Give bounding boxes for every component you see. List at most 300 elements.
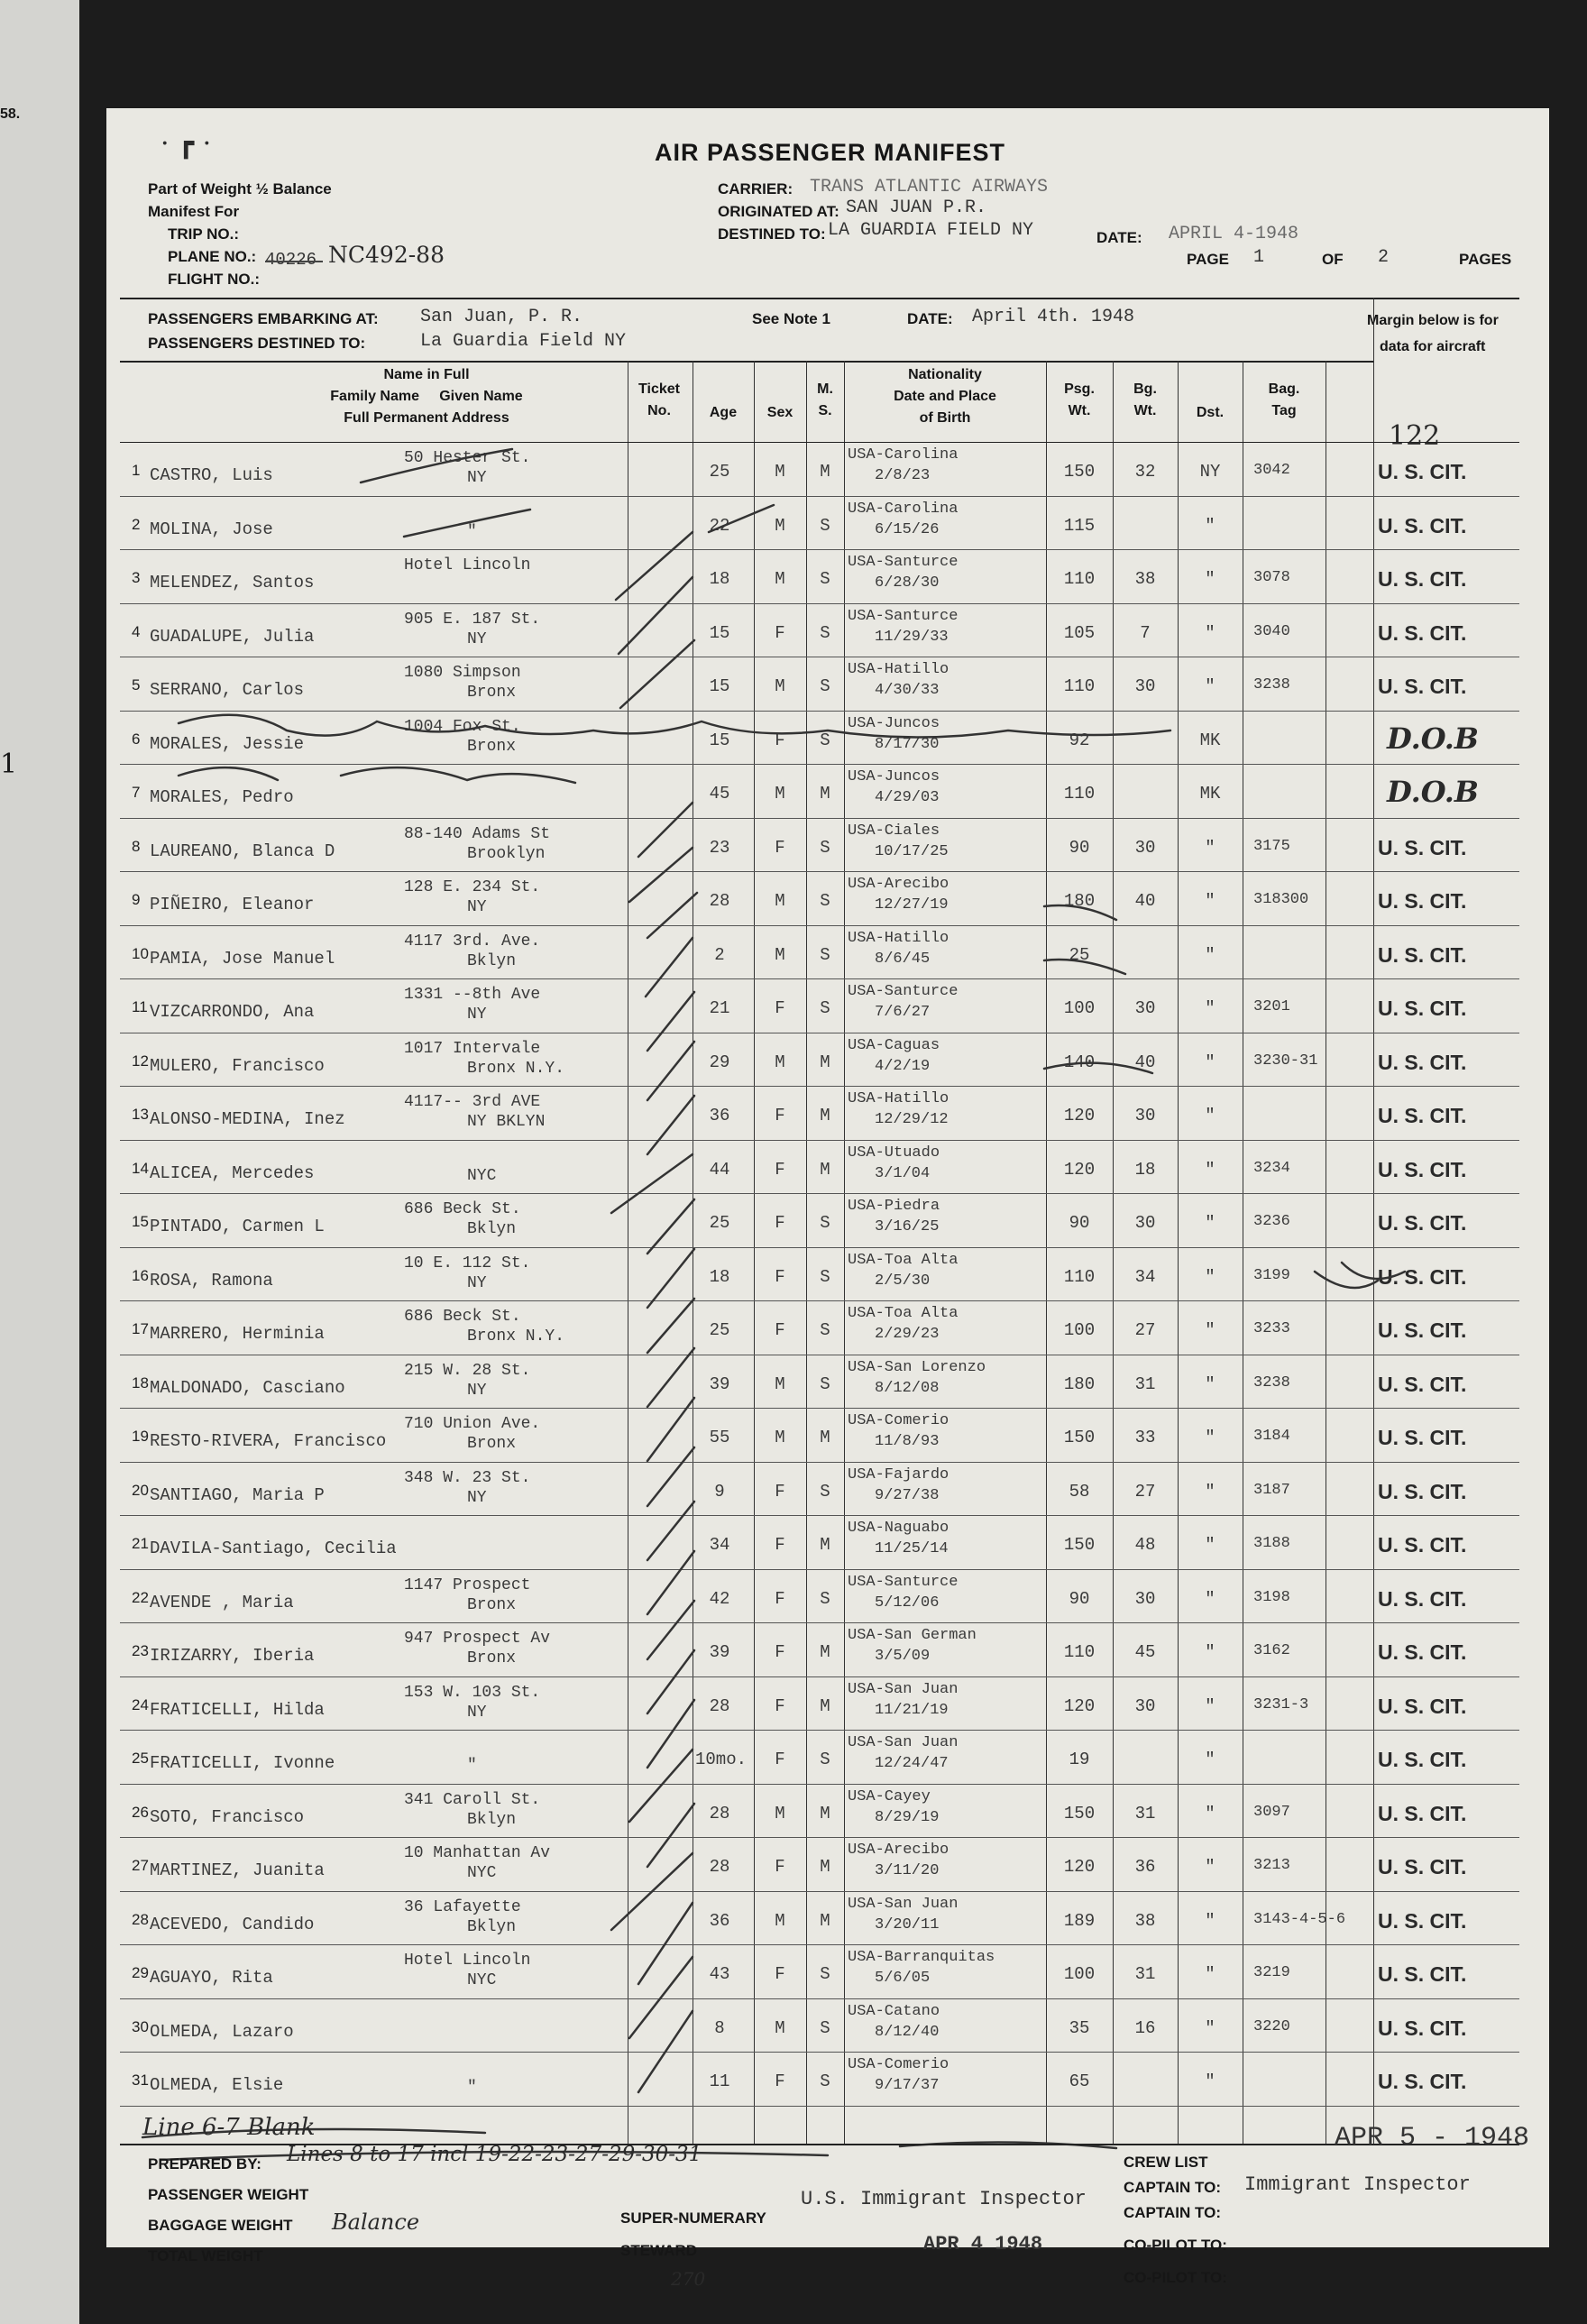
row-number: 1 <box>132 462 141 479</box>
col-bg: 33 <box>1134 1428 1156 1447</box>
baggage-weight-label: BAGGAGE WEIGHT <box>148 2217 293 2234</box>
flight-no-label: FLIGHT NO.: <box>168 271 260 288</box>
pen-stroke <box>629 1750 693 1822</box>
birth-date: 8/12/40 <box>875 2023 940 2041</box>
pen-stroke <box>629 848 693 902</box>
col-psg: 92 <box>1069 730 1090 750</box>
row-divider <box>120 978 1519 979</box>
passenger-name: MARRERO, Herminia <box>150 1324 325 1344</box>
col-ms: S <box>820 1213 830 1233</box>
col-psg: 110 <box>1063 1642 1096 1662</box>
col-age: 29 <box>709 1052 730 1072</box>
col-dst: " <box>1205 1373 1215 1394</box>
col-bg: 27 <box>1134 1320 1156 1340</box>
col-psg: 115 <box>1063 515 1096 536</box>
of-label: OF <box>1322 251 1344 268</box>
col-sex: F <box>775 1750 785 1769</box>
col-sex: M <box>775 1910 785 1931</box>
row-divider <box>120 1998 1519 1999</box>
birthplace: USA-Toa Alta <box>848 1305 959 1322</box>
col-dst-header: Dst. <box>1196 405 1225 420</box>
col-sex: M <box>775 944 785 965</box>
pen-stroke <box>647 1299 694 1353</box>
table-top-rule <box>120 361 1373 363</box>
col-dst: " <box>1205 622 1215 643</box>
col-age: 15 <box>709 676 730 696</box>
col-dst: " <box>1205 837 1215 858</box>
row-divider <box>120 764 1519 765</box>
col-ms: M <box>820 784 830 804</box>
col-sex: M <box>775 1373 785 1394</box>
col-psg-wt-header: Psg. Wt. <box>1064 381 1095 418</box>
citizenship-note: U. S. CIT. <box>1378 1855 1467 1878</box>
super-numerary-label: SUPER-NUMERARY <box>620 2209 766 2227</box>
address-line-2: Bronx <box>467 1595 517 1614</box>
col-dst: MK <box>1199 730 1221 750</box>
col-sex: F <box>775 1320 785 1340</box>
row-number: 5 <box>132 676 141 694</box>
col-psg: 58 <box>1069 1481 1090 1502</box>
col-psg: 110 <box>1063 784 1096 804</box>
passenger-name: MULERO, Francisco <box>150 1055 325 1076</box>
col-ms: S <box>820 1964 830 1984</box>
col-sex: F <box>775 1106 785 1125</box>
col-dst: " <box>1205 515 1215 536</box>
col-psg: 189 <box>1063 1910 1096 1931</box>
address-line-2: Bklyn <box>467 1810 517 1829</box>
address-line-1: Hotel Lincoln <box>404 556 531 574</box>
destined-to-label: PASSENGERS DESTINED TO: <box>148 335 366 352</box>
embark-date-value: April 4th. 1948 <box>972 307 1135 327</box>
col-sex: F <box>775 998 785 1018</box>
col-dst: " <box>1205 1588 1215 1609</box>
col-tag: 3040 <box>1253 622 1290 640</box>
col-age: 28 <box>709 1695 730 1716</box>
birth-date: 6/28/30 <box>875 574 940 592</box>
birth-date: 4/2/19 <box>875 1057 931 1075</box>
address-line-2: " <box>467 522 477 541</box>
col-psg: 150 <box>1063 1803 1096 1823</box>
row-number: 22 <box>132 1588 149 1606</box>
row-divider <box>120 1837 1519 1838</box>
passenger-name: FRATICELLI, Hilda <box>150 1699 325 1720</box>
row-number: 28 <box>132 1910 149 1928</box>
row-number: 8 <box>132 837 141 855</box>
address-line-2: Bronx <box>467 684 517 702</box>
captain2-label: CAPTAIN TO: <box>1124 2204 1221 2221</box>
col-bg-wt-header: Bg. Wt. <box>1133 381 1157 418</box>
birth-date: 3/20/11 <box>875 1915 940 1934</box>
row-divider <box>120 1086 1519 1087</box>
row-divider <box>120 1676 1519 1677</box>
col-tag: 3184 <box>1253 1428 1290 1445</box>
address-line-1: 36 Lafayette <box>404 1897 521 1916</box>
row-divider <box>120 1140 1519 1141</box>
col-sex: M <box>775 462 785 482</box>
aircraft-count: 122 <box>1389 420 1441 452</box>
col-tag: 3187 <box>1253 1481 1290 1499</box>
birthplace: USA-Utuado <box>848 1144 940 1162</box>
citizenship-note: U. S. CIT. <box>1378 997 1467 1020</box>
birth-date: 7/6/27 <box>875 1004 931 1021</box>
col-age-header: Age <box>709 405 738 420</box>
row-number: 19 <box>132 1428 149 1445</box>
col-bg: 30 <box>1134 998 1156 1018</box>
col-sex: F <box>775 1588 785 1609</box>
birth-date: 5/6/05 <box>875 1970 931 1987</box>
birth-date: 3/1/04 <box>875 1164 931 1182</box>
col-ms: M <box>820 1428 830 1447</box>
col-divider <box>1046 361 1047 2144</box>
citizenship-note: U. S. CIT. <box>1378 1479 1467 1503</box>
col-ms: S <box>820 2071 830 2091</box>
col-sex: F <box>775 1535 785 1555</box>
col-bg: 40 <box>1134 1052 1156 1072</box>
row-divider <box>120 1569 1519 1570</box>
col-sex: F <box>775 1964 785 1984</box>
passenger-name: MELENDEZ, Santos <box>150 573 315 592</box>
col-ms: S <box>820 944 830 965</box>
col-sex: F <box>775 1642 785 1662</box>
col-psg: 25 <box>1069 944 1090 965</box>
address-line-1: 88-140 Adams St <box>404 824 551 843</box>
row-divider <box>120 1462 1519 1463</box>
col-dst: " <box>1205 1910 1215 1931</box>
passenger-name: OLMEDA, Elsie <box>150 2075 284 2095</box>
citizenship-note: U. S. CIT. <box>1378 1050 1467 1074</box>
col-dst: " <box>1205 2017 1215 2038</box>
col-bg: 45 <box>1134 1642 1156 1662</box>
total-weight-label: TOTAL WEIGHT <box>148 2247 263 2264</box>
birthplace: USA-Arecibo <box>848 1842 949 1859</box>
edge-mark: 1 <box>0 749 18 780</box>
row-divider <box>120 818 1519 819</box>
pen-stroke <box>647 1700 694 1768</box>
col-bg: 30 <box>1134 1695 1156 1716</box>
pen-stroke <box>619 577 693 654</box>
row-number: 17 <box>132 1320 149 1337</box>
citizenship-note: U. S. CIT. <box>1378 620 1467 645</box>
address-line-2: NYC <box>467 1971 497 1989</box>
col-ms: S <box>820 837 830 858</box>
plane-no-strike <box>265 261 323 262</box>
citizenship-note: U. S. CIT. <box>1378 1104 1467 1127</box>
row-number: 7 <box>132 784 141 801</box>
col-name-header <box>215 364 638 429</box>
birth-date: 8/6/45 <box>875 950 931 968</box>
row-divider <box>120 1515 1519 1516</box>
address-line-2: Bronx N.Y. <box>467 1327 565 1346</box>
address-line-1: 686 Beck St. <box>404 1200 521 1218</box>
col-sex: F <box>775 1481 785 1502</box>
col-divider <box>844 361 845 2144</box>
destined-value: LA GUARDIA FIELD NY <box>828 220 1034 241</box>
row-number: 20 <box>132 1481 149 1499</box>
of-value: 2 <box>1378 247 1390 268</box>
col-name-line-2: Family Name Given Name <box>330 389 523 404</box>
carrier-label: CARRIER: <box>718 180 794 197</box>
citizenship-note: D.O.B <box>1387 721 1479 756</box>
address-line-1: 1017 Intervale <box>404 1039 541 1058</box>
passenger-name: CASTRO, Luis <box>150 465 273 485</box>
birthplace: USA-San Juan <box>848 1895 959 1913</box>
col-age: 36 <box>709 1910 730 1931</box>
col-dst: " <box>1205 1213 1215 1233</box>
col-bg: 27 <box>1134 1481 1156 1502</box>
row-divider <box>120 496 1519 497</box>
birth-date: 2/8/23 <box>875 467 931 484</box>
col-dst: NY <box>1199 462 1221 482</box>
birthplace: USA-Santurce <box>848 983 959 1000</box>
row-divider <box>120 1622 1519 1623</box>
col-psg: 120 <box>1063 1159 1096 1180</box>
address-line-2: " <box>467 1757 477 1775</box>
address-line-2: NY <box>467 1006 487 1024</box>
passenger-name: ROSA, Ramona <box>150 1270 273 1291</box>
trip-no-label: TRIP NO.: <box>168 225 240 243</box>
row-number: 29 <box>132 1964 149 1981</box>
col-bg: 48 <box>1134 1535 1156 1555</box>
birthplace: USA-Santurce <box>848 607 959 625</box>
col-divider <box>1178 361 1179 2144</box>
passenger-name: MARTINEZ, Juanita <box>150 1860 325 1880</box>
citizenship-note: U. S. CIT. <box>1378 1694 1467 1718</box>
col-dst: " <box>1205 1803 1215 1823</box>
col-age: 8 <box>714 2017 725 2038</box>
address-line-2: NY <box>467 898 487 916</box>
address-line-1: 4117 3rd. Ave. <box>404 932 541 951</box>
stamp-immigrant-1: U.S. Immigrant Inspector <box>801 2188 1087 2210</box>
col-tag: 3219 <box>1253 1964 1290 1981</box>
birthplace: USA-Comerio <box>848 2056 949 2073</box>
address-line-1: 10 Manhattan Av <box>404 1844 551 1862</box>
col-name-line-3: Full Permanent Address <box>344 410 509 426</box>
citizenship-note: U. S. CIT. <box>1378 1211 1467 1235</box>
col-age: 28 <box>709 1857 730 1877</box>
col-tag: 3238 <box>1253 676 1290 694</box>
col-psg: 120 <box>1063 1106 1096 1125</box>
col-age: 34 <box>709 1535 730 1555</box>
col-age: 43 <box>709 1964 730 1984</box>
handwritten-note-2: Lines 8 to 17 incl 19-22-23-27-29-30-31 <box>287 2143 702 2166</box>
citizenship-note: U. S. CIT. <box>1378 1908 1467 1933</box>
address-line-2: Bronx <box>467 1649 517 1667</box>
birthplace: USA-Barranquitas <box>848 1949 995 1966</box>
passenger-name: FRATICELLI, Ivonne <box>150 1753 335 1773</box>
col-ms: S <box>820 2017 830 2038</box>
col-sex: F <box>775 2071 785 2091</box>
destined-label: DESTINED TO: <box>718 225 826 243</box>
col-tag: 3078 <box>1253 569 1290 586</box>
col-psg: 180 <box>1063 1373 1096 1394</box>
handwritten-note-1: Line 6-7 Blank <box>142 2114 316 2141</box>
pen-stroke <box>647 1096 694 1154</box>
col-nationality-header <box>844 364 1046 429</box>
header-rule <box>120 298 1519 299</box>
address-line-1: 153 W. 103 St. <box>404 1683 541 1702</box>
stamp-immigrant-2: Immigrant Inspector <box>1244 2173 1471 2196</box>
birth-date: 11/21/19 <box>875 1701 949 1719</box>
passenger-name: MALDONADO, Casciano <box>150 1377 345 1398</box>
address-line-1: 947 Prospect Av <box>404 1630 551 1648</box>
row-divider <box>120 1730 1519 1731</box>
pen-stroke <box>611 1853 693 1930</box>
embarking-label: PASSENGERS EMBARKING AT: <box>148 310 379 327</box>
col-tag: 3234 <box>1253 1159 1290 1177</box>
part-of-weight-label: Part of Weight ½ Balance <box>148 180 332 197</box>
col-age: 39 <box>709 1642 730 1662</box>
col-dst: " <box>1205 1481 1215 1502</box>
col-bg: 40 <box>1134 891 1156 911</box>
col-tag: 3143-4-5-6 <box>1253 1910 1346 1928</box>
col-sex: M <box>775 676 785 696</box>
pen-stroke <box>647 992 694 1051</box>
col-divider <box>806 361 807 2144</box>
passenger-name: SERRANO, Carlos <box>150 680 305 700</box>
pen-stroke <box>647 893 697 938</box>
col-bag-tag-header: Bag. Tag <box>1268 381 1300 418</box>
birth-date: 2/5/30 <box>875 1272 931 1290</box>
birthplace: USA-Fajardo <box>848 1465 949 1484</box>
birthplace: USA-Hatillo <box>848 661 949 678</box>
col-sex: F <box>775 622 785 643</box>
col-dst: " <box>1205 944 1215 965</box>
citizenship-note: U. S. CIT. <box>1378 1318 1467 1342</box>
col-dst: " <box>1205 1695 1215 1716</box>
citizenship-note: U. S. CIT. <box>1378 942 1467 967</box>
col-ms: S <box>820 569 830 589</box>
col-age: 25 <box>709 1213 730 1233</box>
col-ms: M <box>820 1535 830 1555</box>
col-bg: 30 <box>1134 837 1156 858</box>
row-number: 24 <box>132 1695 149 1713</box>
row-divider <box>120 1944 1519 1945</box>
address-line-1: 50 Hester St. <box>404 449 531 467</box>
passenger-name: DAVILA-Santiago, Cecilia <box>150 1539 397 1558</box>
address-line-2: Bklyn <box>467 1917 517 1936</box>
pen-stroke <box>647 1447 694 1506</box>
row-divider <box>120 1300 1519 1301</box>
col-psg: 90 <box>1069 1213 1090 1233</box>
pen-stroke <box>611 1154 693 1213</box>
address-line-2: NYC <box>467 1166 497 1185</box>
address-line-1: 348 W. 23 St. <box>404 1468 531 1487</box>
originated-label: ORIGINATED AT: <box>718 203 839 220</box>
col-psg: 120 <box>1063 1695 1096 1716</box>
col-dst: " <box>1205 891 1215 911</box>
col-dst: " <box>1205 1750 1215 1769</box>
col-sex: M <box>775 2017 785 2038</box>
row-number: 6 <box>132 730 141 748</box>
address-line-2: NY <box>467 1381 487 1400</box>
col-bg: 36 <box>1134 1857 1156 1877</box>
birth-date: 8/12/08 <box>875 1379 940 1397</box>
passenger-name: AVENDE , Maria <box>150 1592 294 1612</box>
col-dst: " <box>1205 1428 1215 1447</box>
date-value: APRIL 4-1948 <box>1169 224 1299 244</box>
edge-text: 58. <box>0 106 21 122</box>
birthplace: USA-Carolina <box>848 446 959 464</box>
citizenship-note: U. S. CIT. <box>1378 675 1467 698</box>
col-tag: 3042 <box>1253 462 1290 479</box>
col-age: 15 <box>709 730 730 750</box>
col-psg: 150 <box>1063 462 1096 482</box>
row-number: 25 <box>132 1750 149 1767</box>
col-tag: 3175 <box>1253 837 1290 855</box>
address-line-1: 341 Caroll St. <box>404 1790 541 1809</box>
passenger-name: RESTO-RIVERA, Francisco <box>150 1431 387 1451</box>
col-bg: 31 <box>1134 1803 1156 1823</box>
col-divider <box>1113 361 1114 2144</box>
address-line-2: NY BKLYN <box>467 1113 546 1131</box>
pen-stroke <box>638 1903 693 1984</box>
col-dst: " <box>1205 676 1215 696</box>
row-divider <box>120 925 1519 926</box>
col-age: 22 <box>709 515 730 536</box>
col-age: 10mo. <box>695 1750 748 1769</box>
col-psg: 90 <box>1069 837 1090 858</box>
birthplace: USA-San Juan <box>848 1734 959 1751</box>
col-dst: " <box>1205 1964 1215 1984</box>
address-line-2: " <box>467 2079 477 2097</box>
baggage-weight-value: Balance <box>332 2209 420 2235</box>
col-sex: F <box>775 837 785 858</box>
pen-stroke <box>1044 905 1152 1073</box>
col-ms: M <box>820 1695 830 1716</box>
col-age: 2 <box>714 944 725 965</box>
address-line-1: 128 E. 234 St. <box>404 878 541 896</box>
citizenship-note: U. S. CIT. <box>1378 889 1467 913</box>
col-sex: F <box>775 1213 785 1233</box>
col-age: 36 <box>709 1106 730 1125</box>
col-psg: 120 <box>1063 1857 1096 1877</box>
col-ms: M <box>820 1642 830 1662</box>
row-divider <box>120 1891 1519 1892</box>
col-age: 23 <box>709 837 730 858</box>
embark-date-label: DATE: <box>907 310 953 327</box>
col-ms: M <box>820 1910 830 1931</box>
passenger-name: SANTIAGO, Maria P <box>150 1484 325 1505</box>
row-divider <box>120 1784 1519 1785</box>
row-divider <box>120 1247 1519 1248</box>
row-number: 21 <box>132 1535 149 1552</box>
destined-to-value: La Guardia Field NY <box>420 331 627 352</box>
manifest-sheet <box>106 108 1549 2290</box>
col-tag: 318300 <box>1253 891 1309 908</box>
col-sex: F <box>775 730 785 750</box>
address-line-1: 1331 --8th Ave <box>404 986 541 1004</box>
address-line-1: 1004 Fox St. <box>404 717 521 736</box>
passenger-weight-label: PASSENGER WEIGHT <box>148 2186 309 2203</box>
col-name-line-1: Name in Full <box>383 367 470 382</box>
address-line-1: 1147 Prospect <box>404 1575 531 1594</box>
citizenship-note: U. S. CIT. <box>1378 1962 1467 1986</box>
col-age: 39 <box>709 1373 730 1394</box>
birth-date: 4/30/33 <box>875 682 940 699</box>
col-dst: " <box>1205 1320 1215 1340</box>
passenger-name: MORALES, Jessie <box>150 733 305 754</box>
col-tag: 3162 <box>1253 1642 1290 1659</box>
carrier-value: TRANS ATLANTIC AIRWAYS <box>810 177 1049 197</box>
passenger-name: OLMEDA, Lazaro <box>150 2021 294 2042</box>
col-ms: S <box>820 1588 830 1609</box>
address-line-2: Bklyn <box>467 1220 517 1238</box>
col-ms: M <box>820 1857 830 1877</box>
col-bg: 30 <box>1134 1213 1156 1233</box>
birthplace: USA-Santurce <box>848 554 959 571</box>
pen-stroke <box>647 1199 694 1254</box>
col-sex: M <box>775 1803 785 1823</box>
